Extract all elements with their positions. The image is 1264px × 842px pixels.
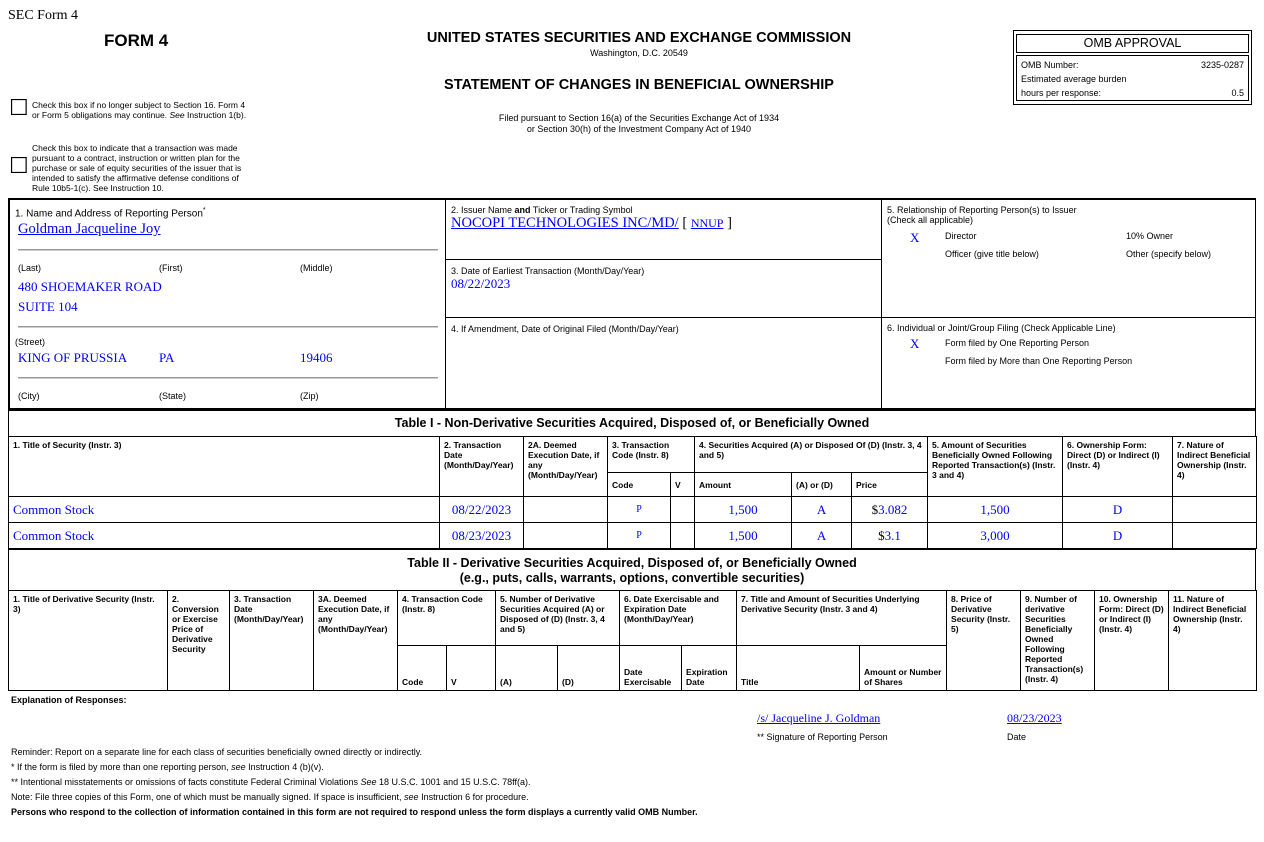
form-title: FORM 4 — [104, 31, 169, 50]
section16-text-line-1: Check this box if no longer subject to Section 16. Form 4 — [32, 100, 246, 110]
earliest-transaction-label: 3. Date of Earliest Transaction (Month/Day/Year) — [451, 266, 645, 276]
director-mark[interactable]: X — [910, 230, 920, 245]
city-divider — [18, 377, 438, 379]
t2-subheader-d: (D) — [558, 646, 620, 691]
t2-subheader-v: V — [447, 646, 496, 691]
omb-hours-label: hours per response: — [1021, 88, 1102, 98]
section16-text — [32, 100, 246, 120]
statement-title: STATEMENT OF CHANGES IN BENEFICIAL OWNERSHIP — [444, 77, 834, 93]
footnote-1 — [11, 762, 324, 772]
reporting-person-label — [15, 207, 206, 219]
t2-header-number: 5. Number of Derivative Securities Acquired (A) or Disposed of (D) (Instr. 3, 4 and 5) — [496, 591, 620, 646]
rule10b5-line-4: intended to satisfy the affirmative defense conditions of — [32, 173, 239, 183]
t1-r1-v — [671, 497, 695, 523]
t2-header-price: 8. Price of Derivative Security (Instr. 5) — [947, 591, 1021, 691]
table2-title-line-1: Table II - Derivative Securities Acquired, Disposed of, or Beneficially Owned — [407, 556, 857, 570]
zip-label: (Zip) — [300, 391, 319, 401]
t2-header-conversion: 2. Conversion or Exercise Price of Derivative Security — [168, 591, 230, 691]
reporting-person-label-text: 1. Name and Address of Reporting Person — [15, 208, 203, 220]
signature-date-link[interactable]: 08/23/2023 — [1007, 711, 1062, 725]
section16-see: See — [169, 110, 185, 120]
relationship-box — [881, 199, 1256, 318]
t2-header-ownership-form: 10. Ownership Form: Direct (D) or Indirect (I) (Instr. 4) — [1095, 591, 1169, 691]
filing-label: 6. Individual or Joint/Group Filing (Check Applicable Line) — [887, 323, 1116, 333]
issuer-label-b: Ticker or Trading Symbol — [532, 205, 633, 215]
issuer-name-link[interactable]: NOCOPI TECHNOLOGIES INC/MD/ — [451, 215, 679, 231]
t1-r1-a-or-d: A — [792, 497, 852, 523]
t1-r1-price — [852, 497, 928, 523]
amendment-box — [445, 317, 882, 409]
t2-header-underlying: 7. Title and Amount of Securities Underlying Derivative Security (Instr. 3 and 4) — [737, 591, 947, 646]
footnote-1-a: * If the form is filed by more than one reporting person, — [11, 762, 229, 772]
rule10b5-line-3: purchase or sale of equity securities of the issuer that is — [32, 163, 242, 173]
ticker-link[interactable]: NNUP — [690, 216, 724, 230]
first-label: (First) — [159, 263, 183, 273]
t2-header-owned: 9. Number of derivative Securities Beneficially Owned Following Reported Transaction(s) (Instr. 4) — [1021, 591, 1095, 691]
sec-form-label: SEC Form 4 — [8, 8, 79, 23]
explanation-heading: Explanation of Responses: — [11, 695, 127, 705]
ticker-bracket-open: [ — [682, 215, 688, 231]
street-line-1: 480 SHOEMAKER ROAD — [18, 279, 162, 294]
t2-header-code: 4. Transaction Code (Instr. 8) — [398, 591, 496, 646]
table-row — [9, 523, 1257, 549]
table1-title: Table I - Non-Derivative Securities Acquired, Disposed of, or Beneficially Owned — [8, 410, 1256, 437]
t2-subheader-a: (A) — [496, 646, 558, 691]
t1-header-acquired: 4. Securities Acquired (A) or Disposed Of (D) (Instr. 3, 4 and 5) — [695, 437, 928, 473]
t1-r2-v — [671, 523, 695, 549]
t1-r1-owned: 1,500 — [928, 497, 1063, 523]
footnote-3-see: see — [404, 792, 419, 802]
footnote-1-see: see — [231, 762, 246, 772]
footnote-3 — [11, 792, 529, 802]
zip-value: 19406 — [300, 350, 333, 365]
section16-text-line-2 — [32, 110, 246, 120]
footnote-1-b: Instruction 4 (b)(v). — [248, 762, 324, 772]
t2-subheader-expiration: Expiration Date — [682, 646, 737, 691]
rule10b5-line-5: Rule 10b5-1(c). See Instruction 10. — [32, 183, 164, 193]
t1-r1-title: Common Stock — [9, 497, 440, 523]
issuer-box — [445, 199, 882, 260]
t1-r2-deemed — [524, 523, 608, 549]
t1-r2-date: 08/23/2023 — [440, 523, 524, 549]
omb-number-value: 3235-0287 — [1200, 60, 1244, 70]
t1-header-ownership-form: 6. Ownership Form: Direct (D) or Indirect (I) (Instr. 4) — [1063, 437, 1173, 497]
city-value: KING OF PRUSSIA — [18, 350, 128, 365]
amendment-label: 4. If Amendment, Date of Original Filed (Month/Day/Year) — [451, 324, 679, 334]
filed-pursuant-line-2: or Section 30(h) of the Investment Company Act of 1940 — [526, 124, 752, 134]
state-label: (State) — [159, 391, 187, 401]
omb-approval-box — [1013, 30, 1252, 105]
reminder-note: Reminder: Report on a separate line for each class of securities beneficially owned directly or indirectly. — [11, 747, 423, 757]
t1-header-deemed: 2A. Deemed Execution Date, if any (Month/Day/Year) — [524, 437, 608, 497]
t1-header-date: 2. Transaction Date (Month/Day/Year) — [440, 437, 524, 497]
t1-header-code: 3. Transaction Code (Instr. 8) — [608, 437, 695, 473]
issuer-label — [451, 205, 633, 215]
footnote-2-see: See — [360, 777, 377, 787]
footnote-2-b: 18 U.S.C. 1001 and 15 U.S.C. 78ff(a). — [379, 777, 531, 787]
t1-r2-price — [852, 523, 928, 549]
t1-header-amount-owned: 5. Amount of Securities Beneficially Owned Following Reported Transaction(s) (Instr. 3 and 4) — [928, 437, 1063, 497]
t1-r2-a-or-d: A — [792, 523, 852, 549]
rule10b5-line-1: Check this box to indicate that a transaction was made — [32, 143, 238, 153]
ten-percent-owner-label: 10% Owner — [1126, 231, 1174, 241]
issuer-name-line — [451, 215, 732, 232]
t1-r2-price-value: 3.1 — [884, 527, 901, 543]
city-label: (City) — [18, 391, 40, 401]
rule10b5-text — [32, 143, 241, 193]
reporting-person-asterisk: * — [202, 207, 206, 214]
agency-title: UNITED STATES SECURITIES AND EXCHANGE COMMISSION — [426, 30, 852, 46]
signature-link[interactable]: /s/ Jacqueline J. Goldman — [757, 711, 881, 725]
section16-text-c: Instruction 1(b). — [187, 110, 247, 120]
relationship-sublabel: (Check all applicable) — [887, 215, 974, 225]
reporting-person-name-link[interactable]: Goldman Jacqueline Joy — [18, 221, 161, 237]
t1-r1-amount: 1,500 — [695, 497, 792, 523]
t1-subheader-price: Price — [852, 473, 928, 497]
filing-box — [881, 317, 1256, 409]
t2-subheader-date-exercisable: Date Exercisable — [620, 646, 682, 691]
middle-label: (Middle) — [300, 263, 333, 273]
t2-header-title: 1. Title of Derivative Security (Instr. 3) — [9, 591, 168, 691]
agency-city: Washington, D.C. 20549 — [590, 48, 688, 58]
name-divider — [18, 249, 438, 251]
street-label: (Street) — [15, 337, 46, 347]
table-row — [9, 497, 1257, 523]
signature-label: ** Signature of Reporting Person — [757, 732, 888, 742]
footnote-3-a: Note: File three copies of this Form, one of which must be manually signed. If space is insufficient, — [11, 792, 402, 802]
t2-subheader-shares: Amount or Number of Shares — [860, 646, 947, 691]
t1-r1-date: 08/22/2023 — [440, 497, 524, 523]
t2-header-nature: 11. Nature of Indirect Beneficial Ownership (Instr. 4) — [1169, 591, 1257, 691]
t1-r2-amount: 1,500 — [695, 523, 792, 549]
signature-date-label: Date — [1007, 732, 1027, 742]
t1-r2-nature — [1173, 523, 1257, 549]
t2-subheader-title: Title — [737, 646, 860, 691]
omb-approval-title: OMB APPROVAL — [1016, 34, 1249, 53]
last-label: (Last) — [18, 263, 42, 273]
t1-subheader-code: Code — [608, 473, 671, 497]
t1-r1-price-value: 3.082 — [878, 501, 908, 517]
earliest-transaction-box — [445, 259, 882, 318]
other-label: Other (specify below) — [1126, 249, 1212, 259]
issuer-label-a: 2. Issuer Name — [451, 205, 513, 215]
ticker-bracket-close: ] — [727, 215, 732, 231]
t1-r2-price-symbol: $ — [878, 527, 885, 543]
street-line-2: SUITE 104 — [18, 299, 78, 314]
t1-subheader-a-or-d: (A) or (D) — [792, 473, 852, 497]
table2-title-line-2: (e.g., puts, calls, warrants, options, convertible securities) — [459, 571, 805, 585]
t1-r2-code: P — [608, 523, 671, 549]
officer-label: Officer (give title below) — [945, 249, 1039, 259]
rule10b5-checkbox[interactable]: ☐ — [9, 154, 29, 179]
omb-burden-label: Estimated average burden — [1021, 74, 1127, 84]
street-divider — [18, 326, 438, 328]
t1-r1-nature — [1173, 497, 1257, 523]
state-value: PA — [159, 350, 175, 365]
t1-r1-form: D — [1063, 497, 1173, 523]
omb-details — [1016, 55, 1249, 101]
issuer-label-and: and — [514, 205, 531, 215]
section16-text-b: or Form 5 obligations may continue. — [32, 110, 168, 120]
t1-header-title: 1. Title of Security (Instr. 3) — [9, 437, 440, 497]
t1-r1-code: P — [608, 497, 671, 523]
section16-checkbox[interactable]: ☐ — [9, 96, 29, 121]
footnote-3-b: Instruction 6 for procedure. — [421, 792, 529, 802]
t2-header-date: 3. Transaction Date (Month/Day/Year) — [230, 591, 314, 691]
reporting-person-box — [9, 199, 446, 409]
omb-hours-value: 0.5 — [1231, 88, 1244, 98]
t1-r1-deemed — [524, 497, 608, 523]
one-person-label: Form filed by One Reporting Person — [945, 338, 1090, 348]
director-label: Director — [945, 231, 977, 241]
footnote-2-a: ** Intentional misstatements or omissions of facts constitute Federal Criminal Violations — [11, 777, 358, 787]
t2-header-deemed: 3A. Deemed Execution Date, if any (Month/Day/Year) — [314, 591, 398, 691]
table2 — [8, 590, 1257, 691]
t2-subheader-code: Code — [398, 646, 447, 691]
relationship-label: 5. Relationship of Reporting Person(s) to Issuer — [887, 205, 1077, 215]
omb-number-label: OMB Number: — [1021, 60, 1079, 70]
t1-r2-form: D — [1063, 523, 1173, 549]
omb-persons-note: Persons who respond to the collection of information contained in this form are not required to respond unless the form displays a currently valid OMB Number. — [11, 807, 698, 817]
t1-r2-owned: 3,000 — [928, 523, 1063, 549]
t1-r1-price-symbol: $ — [871, 501, 879, 517]
t1-header-nature: 7. Nature of Indirect Beneficial Ownership (Instr. 4) — [1173, 437, 1257, 497]
table1 — [8, 436, 1257, 549]
footnote-2 — [11, 777, 530, 787]
t2-header-exercisable: 6. Date Exercisable and Expiration Date (Month/Day/Year) — [620, 591, 737, 646]
filed-pursuant-line-1: Filed pursuant to Section 16(a) of the Securities Exchange Act of 1934 — [498, 113, 780, 123]
one-person-mark[interactable]: X — [910, 336, 920, 351]
t1-r2-title: Common Stock — [9, 523, 440, 549]
more-persons-label: Form filed by More than One Reporting Person — [945, 356, 1133, 366]
earliest-transaction-date: 08/22/2023 — [451, 276, 511, 291]
t1-subheader-amount: Amount — [695, 473, 792, 497]
table2-title — [8, 549, 1256, 591]
rule10b5-line-2: pursuant to a contract, instruction or written plan for the — [32, 153, 240, 163]
t1-subheader-v: V — [671, 473, 695, 497]
